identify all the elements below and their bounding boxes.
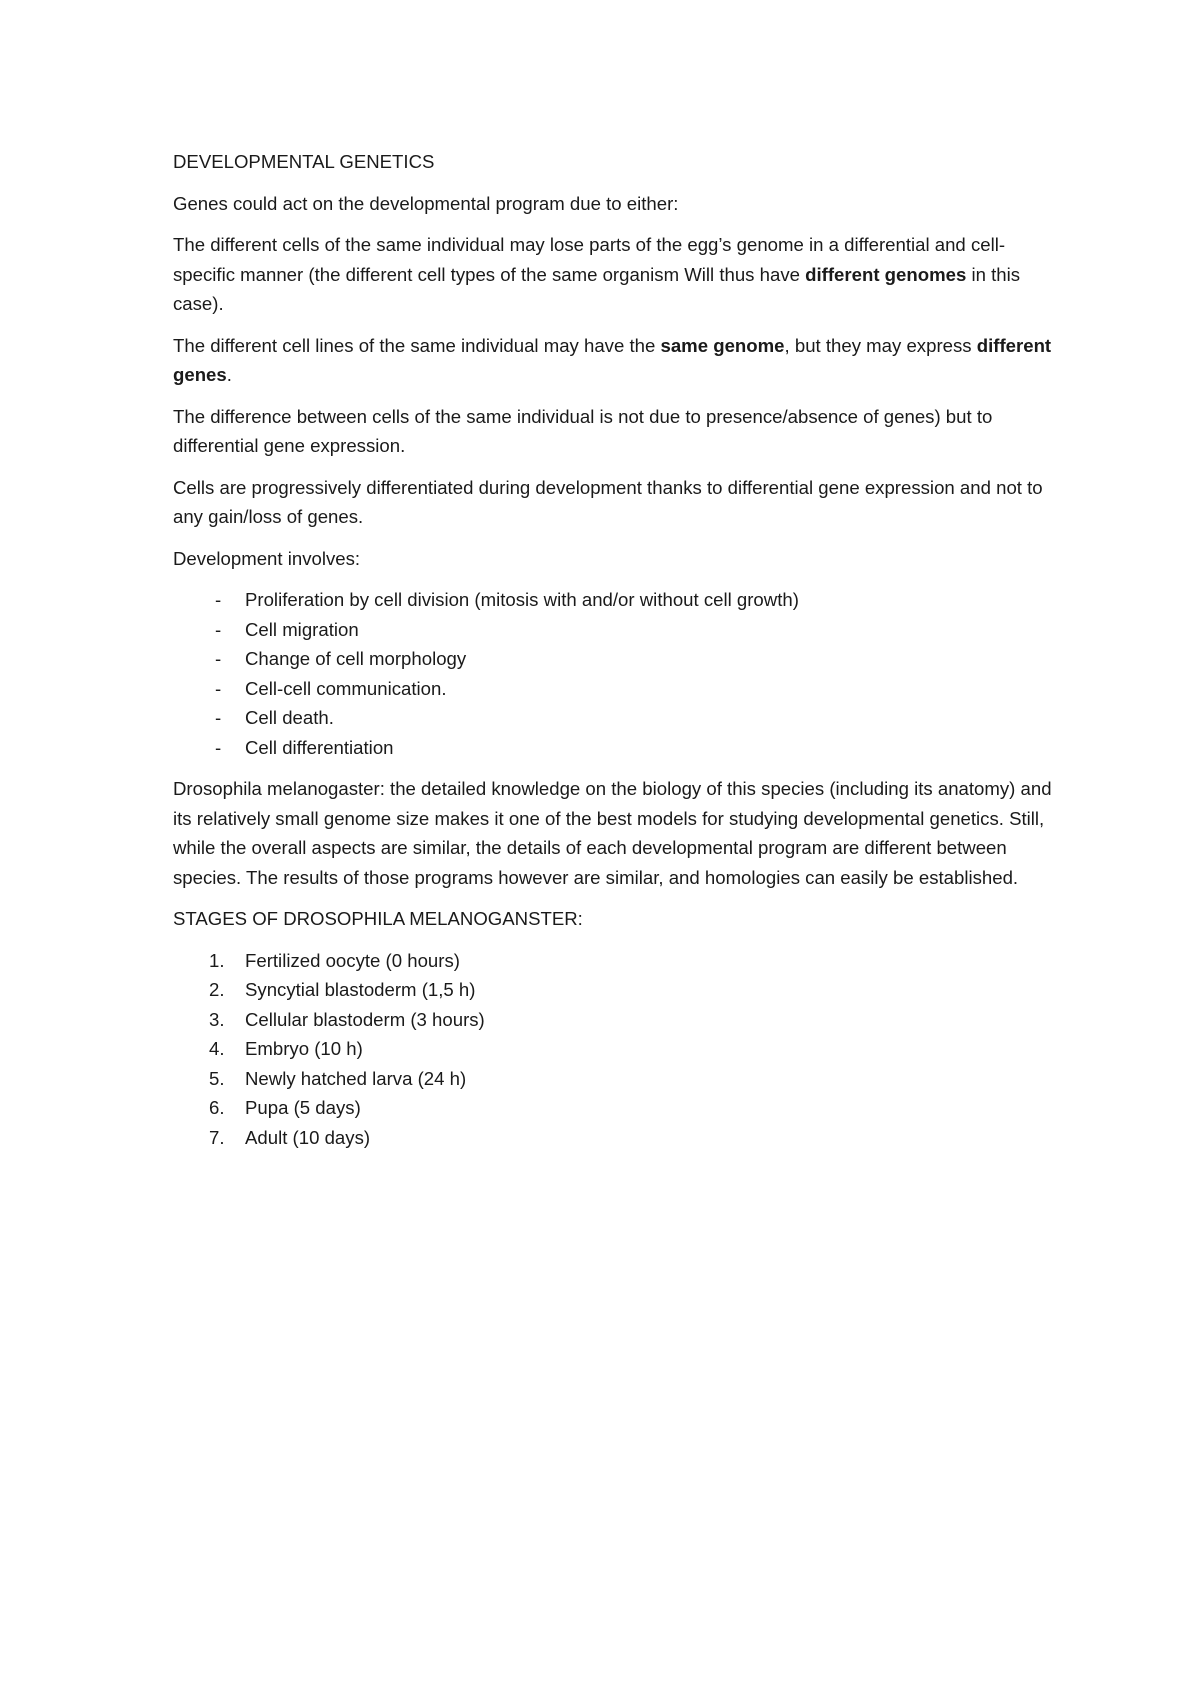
list-item xyxy=(173,1064,1053,1094)
document-body xyxy=(173,147,1053,1164)
paragraph-same-genome xyxy=(173,331,1053,390)
list-item xyxy=(173,975,1053,1005)
stages-list xyxy=(173,946,1053,1153)
list-item xyxy=(173,615,1053,645)
list-dash: - xyxy=(215,707,222,728)
list-item-text: Cell death. xyxy=(245,707,334,728)
list-number: 6. xyxy=(209,1097,225,1118)
list-item xyxy=(173,674,1053,704)
list-item-text: Cell differentiation xyxy=(245,736,394,758)
list-dash: - xyxy=(215,648,222,669)
list-item-text: Change of cell morphology xyxy=(245,648,467,669)
list-dash: - xyxy=(215,736,222,758)
paragraph-lose-genome xyxy=(173,230,1053,319)
list-item-text: Cellular blastoderm (3 hours) xyxy=(245,1008,485,1030)
list-item-text: Cell migration xyxy=(245,618,359,640)
list-item xyxy=(173,585,1053,615)
paragraph-text: The different cell lines of the same individual may have the xyxy=(173,334,661,356)
list-number: 4. xyxy=(209,1038,225,1059)
development-list xyxy=(173,585,1053,762)
list-item-text: Embryo (10 h) xyxy=(245,1038,363,1059)
list-dash: - xyxy=(215,618,222,640)
list-item xyxy=(173,1123,1053,1153)
stages-heading: STAGES OF DROSOPHILA MELANOGANSTER: xyxy=(173,908,583,929)
paragraph-development-involves: Development involves: xyxy=(173,547,361,569)
list-number: 7. xyxy=(209,1126,225,1148)
paragraph-difference: The difference between cells of the same individual is not due to presence/absence of genes) but to differential gene expression. xyxy=(173,405,993,456)
paragraph-differentiation: Cells are progressively differentiated during development thanks to differential gene expression and not to any gain/loss of genes. xyxy=(173,476,1043,527)
list-number: 5. xyxy=(209,1067,225,1089)
list-item xyxy=(173,1093,1053,1123)
paragraph-text: in this case). xyxy=(173,263,1021,314)
paragraph-text: , but they may express xyxy=(784,334,977,356)
bold-term: different genomes xyxy=(805,263,967,285)
list-item-text: Adult (10 days) xyxy=(245,1126,371,1148)
list-item xyxy=(173,946,1053,976)
document-title: DEVELOPMENTAL GENETICS xyxy=(173,151,435,172)
paragraph-text: The different cells of the same individual may lose parts of the egg’s genome in a differential and cell-specific manner (the different cell types of the same organism Will thus have xyxy=(173,234,1006,285)
list-item xyxy=(173,703,1053,733)
paragraph-text: . xyxy=(226,364,232,385)
list-item-text: Pupa (5 days) xyxy=(245,1097,361,1118)
list-item xyxy=(173,644,1053,674)
list-item xyxy=(173,1005,1053,1035)
list-number: 1. xyxy=(209,949,225,971)
bold-term: different genes xyxy=(173,334,1052,385)
list-item-text: Syncytial blastoderm (1,5 h) xyxy=(245,979,476,1000)
list-number: 3. xyxy=(209,1008,225,1030)
list-dash: - xyxy=(215,677,222,699)
paragraph-drosophila: Drosophila melanogaster: the detailed knowledge on the biology of this species (including its anatomy) and its relatively small genome size makes it one of the best models for studying developmental genetics. Still, while the overall aspects are similar, the details of each developmental program are different between species. The results of those programs however are similar, and homologies can easily be established. xyxy=(173,778,1052,888)
list-dash: - xyxy=(215,589,222,610)
list-item-text: Proliferation by cell division (mitosis with and/or without cell growth) xyxy=(245,589,799,610)
list-item-text: Newly hatched larva (24 h) xyxy=(245,1067,467,1089)
bold-term: same genome xyxy=(660,334,785,356)
list-number: 2. xyxy=(209,979,225,1000)
list-item-text: Fertilized oocyte (0 hours) xyxy=(245,949,460,971)
list-item-text: Cell-cell communication. xyxy=(245,677,447,699)
paragraph-intro: Genes could act on the developmental program due to either: xyxy=(173,192,679,214)
list-item xyxy=(173,1034,1053,1064)
list-item xyxy=(173,733,1053,763)
